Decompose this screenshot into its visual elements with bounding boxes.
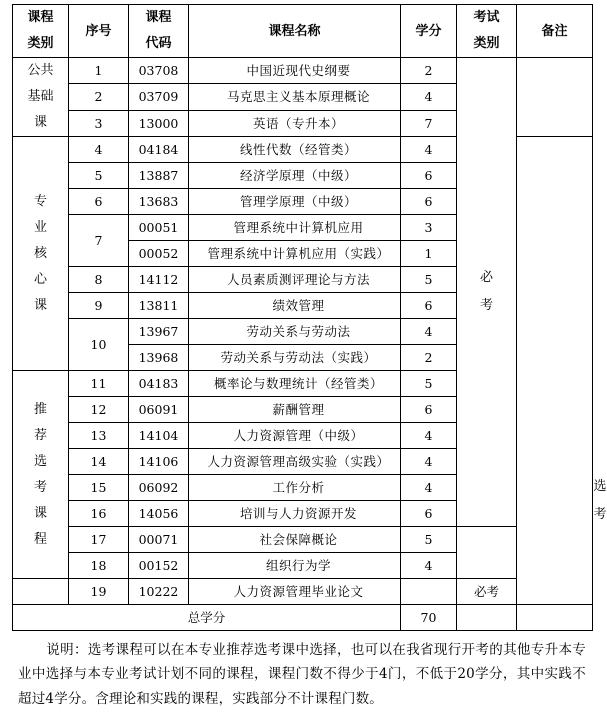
row-credits: 5 (401, 267, 457, 293)
row-credits: 2 (401, 345, 457, 371)
total-row (13, 605, 593, 631)
row-index: 5 (69, 163, 129, 189)
row-name: 社会保障概论 (189, 527, 401, 553)
header-row (13, 5, 593, 58)
category-basic: 公共基础课 (13, 58, 69, 137)
row-code: 13887 (129, 163, 189, 189)
row-credits: 4 (401, 319, 457, 345)
table-row (13, 58, 593, 84)
row-name: 劳动关系与劳动法（实践） (189, 345, 401, 371)
row-credits: 6 (401, 397, 457, 423)
row-code: 13811 (129, 293, 189, 319)
row-credits: 6 (401, 293, 457, 319)
header-code: 课程代码 (129, 5, 189, 58)
row-credits: 1 (401, 241, 457, 267)
row-name: 经济学原理（中级） (189, 163, 401, 189)
row-index: 10 (69, 319, 129, 371)
row-code: 14112 (129, 267, 189, 293)
row-index: 19 (69, 579, 129, 605)
row-code: 00071 (129, 527, 189, 553)
row-name: 人力资源管理高级实验（实践） (189, 449, 401, 475)
row-index: 9 (69, 293, 129, 319)
category-empty (13, 579, 69, 605)
row-credits: 3 (401, 215, 457, 241)
row-name: 人员素质测评理论与方法 (189, 267, 401, 293)
remarks-cell (517, 137, 593, 605)
row-code: 00152 (129, 553, 189, 579)
total-value: 70 (401, 605, 457, 631)
row-index: 11 (69, 371, 129, 397)
total-exam-empty (457, 605, 517, 631)
row-code: 00051 (129, 215, 189, 241)
row-name: 线性代数（经管类） (189, 137, 401, 163)
row-index: 17 (69, 527, 129, 553)
row-credits: 6 (401, 501, 457, 527)
row-index: 6 (69, 189, 129, 215)
row-index: 18 (69, 553, 129, 579)
row-name: 培训与人力资源开发 (189, 501, 401, 527)
row-code: 04184 (129, 137, 189, 163)
row-code: 13000 (129, 110, 189, 136)
row-credits (401, 579, 457, 605)
row-code: 04183 (129, 371, 189, 397)
row-name: 人力资源管理（中级） (189, 423, 401, 449)
row-code: 00052 (129, 241, 189, 267)
remarks-cell (517, 58, 593, 137)
row-name: 劳动关系与劳动法 (189, 319, 401, 345)
row-name: 管理系统中计算机应用（实践） (189, 241, 401, 267)
row-index: 16 (69, 501, 129, 527)
header-name: 课程名称 (189, 5, 401, 58)
table-row: 13 14104 人力资源管理（中级） 4 选考 (13, 423, 593, 449)
header-exam-type: 考试类别 (457, 5, 517, 58)
row-name: 中国近现代史纲要 (189, 58, 401, 84)
header-index: 序号 (69, 5, 129, 58)
row-credits: 4 (401, 84, 457, 110)
row-name: 人力资源管理毕业论文 (189, 579, 401, 605)
row-credits: 4 (401, 423, 457, 449)
row-index: 15 (69, 475, 129, 501)
row-credits: 5 (401, 527, 457, 553)
row-credits: 4 (401, 553, 457, 579)
row-index: 4 (69, 137, 129, 163)
row-code: 14056 (129, 501, 189, 527)
row-name: 薪酬管理 (189, 397, 401, 423)
row-name: 管理学原理（中级） (189, 189, 401, 215)
row-credits: 6 (401, 163, 457, 189)
row-credits: 2 (401, 58, 457, 84)
table-row (13, 553, 593, 579)
row-code: 13683 (129, 189, 189, 215)
row-code: 06092 (129, 475, 189, 501)
row-index: 14 (69, 449, 129, 475)
exam-thesis: 必考 (457, 579, 517, 605)
exam-required: 必考 (457, 58, 517, 527)
category-recommended: 推荐选考课程 (13, 371, 69, 579)
row-code: 03709 (129, 84, 189, 110)
row-credits: 7 (401, 110, 457, 136)
row-index: 2 (69, 84, 129, 110)
header-remarks: 备注 (517, 5, 593, 58)
row-code: 13968 (129, 345, 189, 371)
curriculum-table (12, 4, 607, 631)
row-code: 03708 (129, 58, 189, 84)
total-remarks-empty (517, 605, 593, 631)
row-credits: 6 (401, 189, 457, 215)
row-credits: 4 (401, 449, 457, 475)
row-index: 13 (69, 423, 129, 449)
row-index: 7 (69, 215, 129, 267)
row-credits: 4 (401, 475, 457, 501)
row-code: 14104 (129, 423, 189, 449)
row-name: 工作分析 (189, 475, 401, 501)
row-index: 12 (69, 397, 129, 423)
header-category: 课程类别 (13, 5, 69, 58)
row-code: 13967 (129, 319, 189, 345)
row-name: 英语（专升本） (189, 110, 401, 136)
row-credits: 4 (401, 137, 457, 163)
row-name: 绩效管理 (189, 293, 401, 319)
table-row (13, 579, 593, 605)
table-row (13, 527, 593, 553)
row-credits: 5 (401, 371, 457, 397)
row-name: 马克思主义基本原理概论 (189, 84, 401, 110)
row-name: 管理系统中计算机应用 (189, 215, 401, 241)
row-index: 8 (69, 267, 129, 293)
total-label: 总学分 (13, 605, 401, 631)
row-index: 1 (69, 58, 129, 84)
row-code: 14106 (129, 449, 189, 475)
row-code: 10222 (129, 579, 189, 605)
row-code: 06091 (129, 397, 189, 423)
row-name: 组织行为学 (189, 553, 401, 579)
header-credits: 学分 (401, 5, 457, 58)
explanation-note: 说明：选考课程可以在本专业推荐选考课中选择，也可以在我省现行开考的其他专升本专业中选择与本专业考试计划不同的课程，课程门数不得少于4门，不低于20学分，其中实践不超过4学分。含理论和实践的课程，实践部分不计课程门数。 (18, 641, 586, 707)
category-core: 专业核心课 (13, 137, 69, 371)
row-index: 3 (69, 110, 129, 136)
row-name: 概率论与数理统计（经管类） (189, 371, 401, 397)
